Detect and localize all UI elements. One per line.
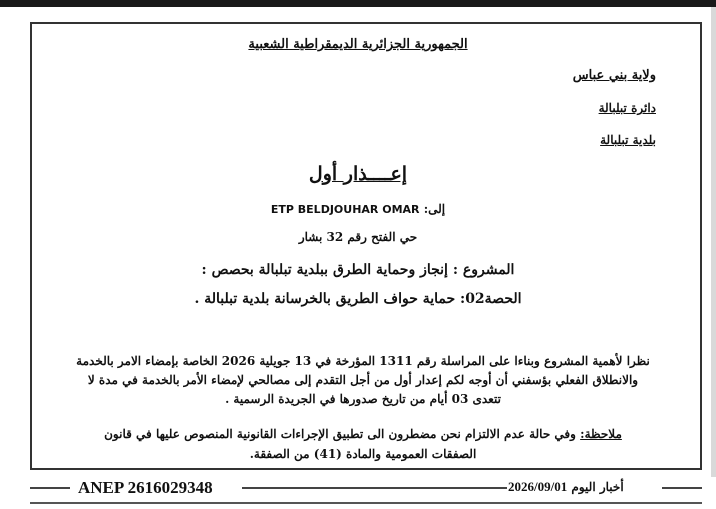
note-text-1: وفي حالة عدم الالتزام نحن مضطرون الى تطبيق الإجراءات القانونية المنصوص عليها في قانون — [104, 427, 576, 441]
addressee-address: حي الفتح رقم 32 بشار — [298, 230, 418, 244]
newspaper-name: أخبار اليوم — [571, 480, 624, 494]
footer-rule-left — [30, 487, 70, 489]
footer-rule-middle — [242, 487, 507, 489]
daira-label: دائرة تبلبالة — [598, 101, 656, 115]
republic-header: الجمهورية الجزائرية الديمقراطية الشعبية — [248, 37, 468, 52]
publication-footer — [30, 478, 702, 496]
wilaya-label: ولاية بني عباس — [572, 68, 656, 83]
commune-label: بلدية تبلبالة — [600, 133, 656, 147]
newspaper-credit — [508, 479, 624, 495]
project-line: المشروع : إنجاز وحماية الطرق ببلدية تبلبالة بحصص : — [201, 262, 515, 278]
project-lot: الحصة02: حماية حواف الطريق بالخرسانة بلدية تبلبالة . — [194, 291, 522, 307]
addressee-company: ETP BELDJOUHAR OMAR — [270, 203, 420, 216]
footer-rule-right — [662, 487, 702, 489]
note-line-2: الصفقات العمومية والمادة (41) من الصفقة. — [249, 447, 477, 461]
body-line-3: تتعدى 03 أيام من تاريخ صدورها في الجريدة الرسمية . — [225, 392, 501, 406]
body-line-2: والانطلاق الفعلي بؤسفني أن أوجه لكم إعدار أول من أجل التقدم إلى مصالحي لإمضاء الأمر بالخدمة في مدة لا — [87, 373, 639, 387]
notice-title: إعــــذار أول — [308, 163, 408, 185]
bottom-rule — [30, 502, 702, 504]
notice-note — [52, 424, 674, 464]
note-line-1 — [52, 424, 674, 444]
anep-reference: ANEP 2616029348 — [78, 478, 213, 497]
addressee-line — [0, 202, 716, 216]
note-label: ملاحظة: — [580, 427, 622, 441]
addressee-label: إلى: — [423, 202, 446, 216]
body-line-1: نظرا لأهمية المشروع وبناءا على المراسلة رقم 1311 المؤرخة في 13 جويلية 2026 الخاصة بإمضاء الامر بالخدمة — [76, 354, 650, 368]
top-border-bar — [0, 0, 716, 7]
publication-date: 2026/09/01 — [508, 479, 568, 494]
notice-body — [52, 352, 674, 409]
